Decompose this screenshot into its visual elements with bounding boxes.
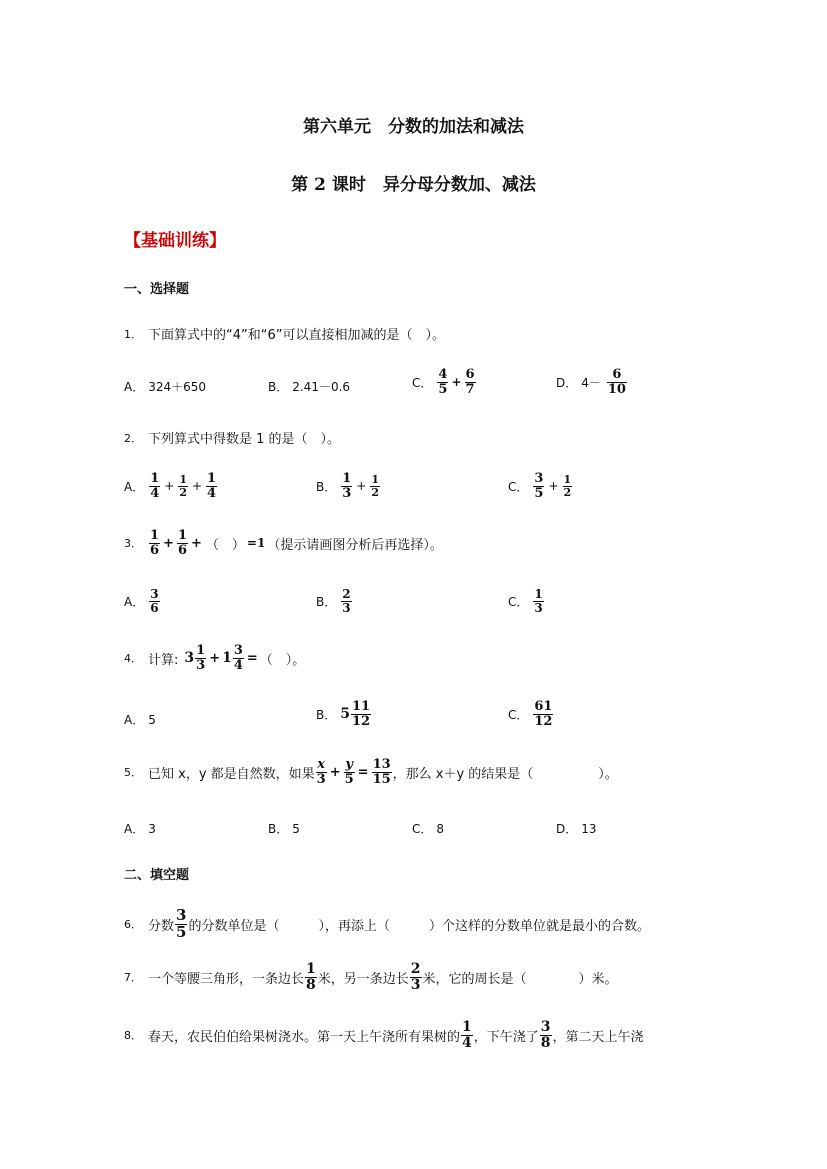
answer-blank[interactable]: （ ）。 [259, 652, 306, 668]
option-text: 324＋650 [148, 380, 207, 394]
question-text: 米，另一条边长 [317, 971, 409, 987]
q3-option-b[interactable] [316, 588, 353, 614]
question-7 [124, 962, 618, 992]
fraction: $\frac{3}{5}$ [176, 906, 187, 941]
mixed-number: 3 $\frac{1}{3}$ [184, 643, 206, 673]
fraction: $\frac{4}{5}$ [438, 367, 448, 397]
part2-heading: 二、填空题 [124, 868, 190, 883]
question-text: ，那么 x＋y 的结果是（ ）。 [392, 766, 618, 782]
question-number: 4． [124, 652, 142, 666]
fraction: $\frac{13}{15}$ [372, 757, 391, 787]
fraction: $\frac{1}{3}$ [342, 471, 352, 501]
question-number: 5． [124, 766, 142, 780]
option-label: C． [508, 707, 529, 722]
mixed-number: 5 $\frac{11}{12}$ [340, 699, 371, 729]
question-1 [124, 324, 445, 343]
option-label: D． [556, 375, 578, 390]
q1-option-b[interactable] [268, 378, 350, 395]
option-label: B． [316, 479, 337, 494]
question-text: 下列算式中得数是 1 的是（ ）。 [148, 432, 341, 447]
question-text: 春天，农民伯伯给果树浇水。第一天上午浇所有果树的 [148, 1029, 461, 1045]
fraction: $\frac{3}{8}$ [540, 1019, 551, 1051]
question-5: 5． 已知 x，y 都是自然数，如果 $\frac{x}{3}$ + $\frac{y}{5}$ = $\frac{13}{15}$ ，那么 x＋y 的结果是（ ）。 [124, 757, 618, 787]
q1-option-a[interactable] [124, 378, 206, 395]
answer-blank[interactable]: （ ） [205, 537, 245, 553]
fraction: $\frac{61}{12}$ [534, 699, 553, 729]
option-text: 3 [148, 821, 156, 836]
option-text: 13 [581, 821, 597, 836]
option-text: 5 [292, 821, 300, 836]
q3-option-c[interactable] [508, 588, 545, 614]
option-label: D． [556, 822, 578, 836]
q4-option-b[interactable] [316, 700, 372, 728]
fraction: $\frac{6}{7}$ [465, 367, 475, 397]
page-title: 第六单元 分数的加法和减法 [303, 117, 524, 137]
option-label: A． [124, 713, 145, 727]
fraction: $\frac{1}{2}$ [563, 473, 572, 499]
fraction: $\frac{1}{3}$ [534, 587, 543, 615]
fraction: $\frac{3}{6}$ [150, 587, 159, 615]
question-8 [124, 1020, 644, 1050]
mixed-number: 1 $\frac{3}{4}$ [222, 643, 243, 673]
question-text: 已知 x，y 都是自然数，如果 [148, 766, 315, 782]
q5-option-a[interactable] [124, 820, 156, 837]
q2-option-c[interactable]: C． $\frac{3}{5}$ + $\frac{1}{2}$ [508, 471, 572, 501]
option-text: 2.41－0.6 [292, 380, 351, 394]
question-number: 2． [124, 431, 142, 445]
q5-option-d[interactable] [556, 820, 597, 837]
question-number: 8． [124, 1029, 142, 1043]
question-text: 分数 [148, 918, 175, 934]
fraction: $\frac{2}{3}$ [342, 587, 351, 615]
question-number: 1． [124, 327, 142, 341]
fraction: $\frac{x}{3}$ [316, 757, 326, 787]
q5-option-c[interactable] [412, 820, 444, 837]
hint-text: （提示请画图分析后再选择）。 [267, 537, 443, 553]
fraction: $\frac{1}{8}$ [306, 961, 316, 993]
fraction: $\frac{1}{4}$ [150, 471, 160, 501]
q2-option-a[interactable]: A． $\frac{1}{4}$ + $\frac{1}{2}$ + $\frac{1}{4}$ [124, 471, 217, 501]
fraction: $\frac{1}{4}$ [462, 1019, 472, 1051]
option-label: C． [412, 375, 433, 390]
option-label: B． [268, 822, 289, 836]
fraction: $\frac{6}{10}$ [607, 367, 626, 397]
option-label: B． [316, 594, 337, 609]
question-text: ，下午浇了 [473, 1029, 539, 1045]
option-label: A． [124, 594, 145, 609]
question-text: ，第二天上午浇 [552, 1029, 644, 1045]
q1-option-c[interactable]: C． $\frac{4}{5}$ + $\frac{6}{7}$ [412, 367, 475, 397]
lesson-title: 第 2 课时 异分母分数加、减法 [291, 175, 536, 195]
part1-heading: 一、选择题 [124, 282, 190, 297]
fraction: $\frac{1}{4}$ [207, 471, 217, 501]
q4-option-c[interactable] [508, 700, 554, 728]
option-label: C． [508, 594, 529, 609]
option-label: C． [508, 479, 529, 494]
option-label: B． [268, 380, 289, 394]
q1-option-d[interactable] [556, 368, 628, 396]
fraction: $\frac{3}{5}$ [534, 471, 544, 501]
option-text: 5 [148, 712, 156, 727]
fraction: $\frac{1}{6}$ [150, 528, 160, 558]
question-number: 6． [124, 918, 142, 932]
fraction: $\frac{1}{2}$ [179, 473, 187, 499]
section-tag: 【基础训练】 [124, 231, 226, 251]
option-label: C． [412, 822, 433, 836]
option-label: A． [124, 479, 145, 494]
fraction: $\frac{2}{3}$ [410, 961, 421, 993]
question-text: 下面算式中的“4”和“6”可以直接相加减的是（ ）。 [148, 328, 445, 343]
question-6 [124, 908, 650, 941]
option-prefix: 4－ [581, 375, 601, 390]
question-4: 4． 计算: 3 $\frac{1}{3}$ + 1 $\frac{3}{4}$ = （ ）。 [124, 643, 306, 673]
question-number: 7． [124, 971, 142, 985]
option-label: B． [316, 707, 337, 722]
question-prefix: 计算: [148, 652, 179, 668]
option-label: A． [124, 822, 145, 836]
q2-option-b[interactable]: B． $\frac{1}{3}$ + $\frac{1}{2}$ [316, 471, 379, 501]
question-text[interactable]: 米，它的周长是（ ）米。 [422, 971, 618, 987]
question-text[interactable]: 的分数单位是（ ），再添上（ ）个这样的分数单位就是最小的合数。 [188, 918, 650, 934]
equals-one: =1 [246, 536, 266, 551]
question-3: 3． $\frac{1}{6}$ + $\frac{1}{6}$ + （ ） =1 （提示请画图分析后再选择）。 [124, 528, 443, 558]
fraction: $\frac{1}{6}$ [177, 528, 187, 558]
question-number: 3． [124, 537, 142, 551]
fraction: $\frac{1}{2}$ [371, 473, 379, 499]
q3-option-a[interactable] [124, 588, 161, 614]
option-label: A． [124, 380, 145, 394]
question-text: 一个等腰三角形，一条边长 [148, 971, 305, 987]
question-2 [124, 428, 340, 447]
option-text: 8 [436, 821, 445, 836]
q4-option-a[interactable] [124, 711, 156, 728]
fraction: $\frac{y}{5}$ [344, 757, 354, 787]
q5-option-b[interactable] [268, 820, 300, 837]
